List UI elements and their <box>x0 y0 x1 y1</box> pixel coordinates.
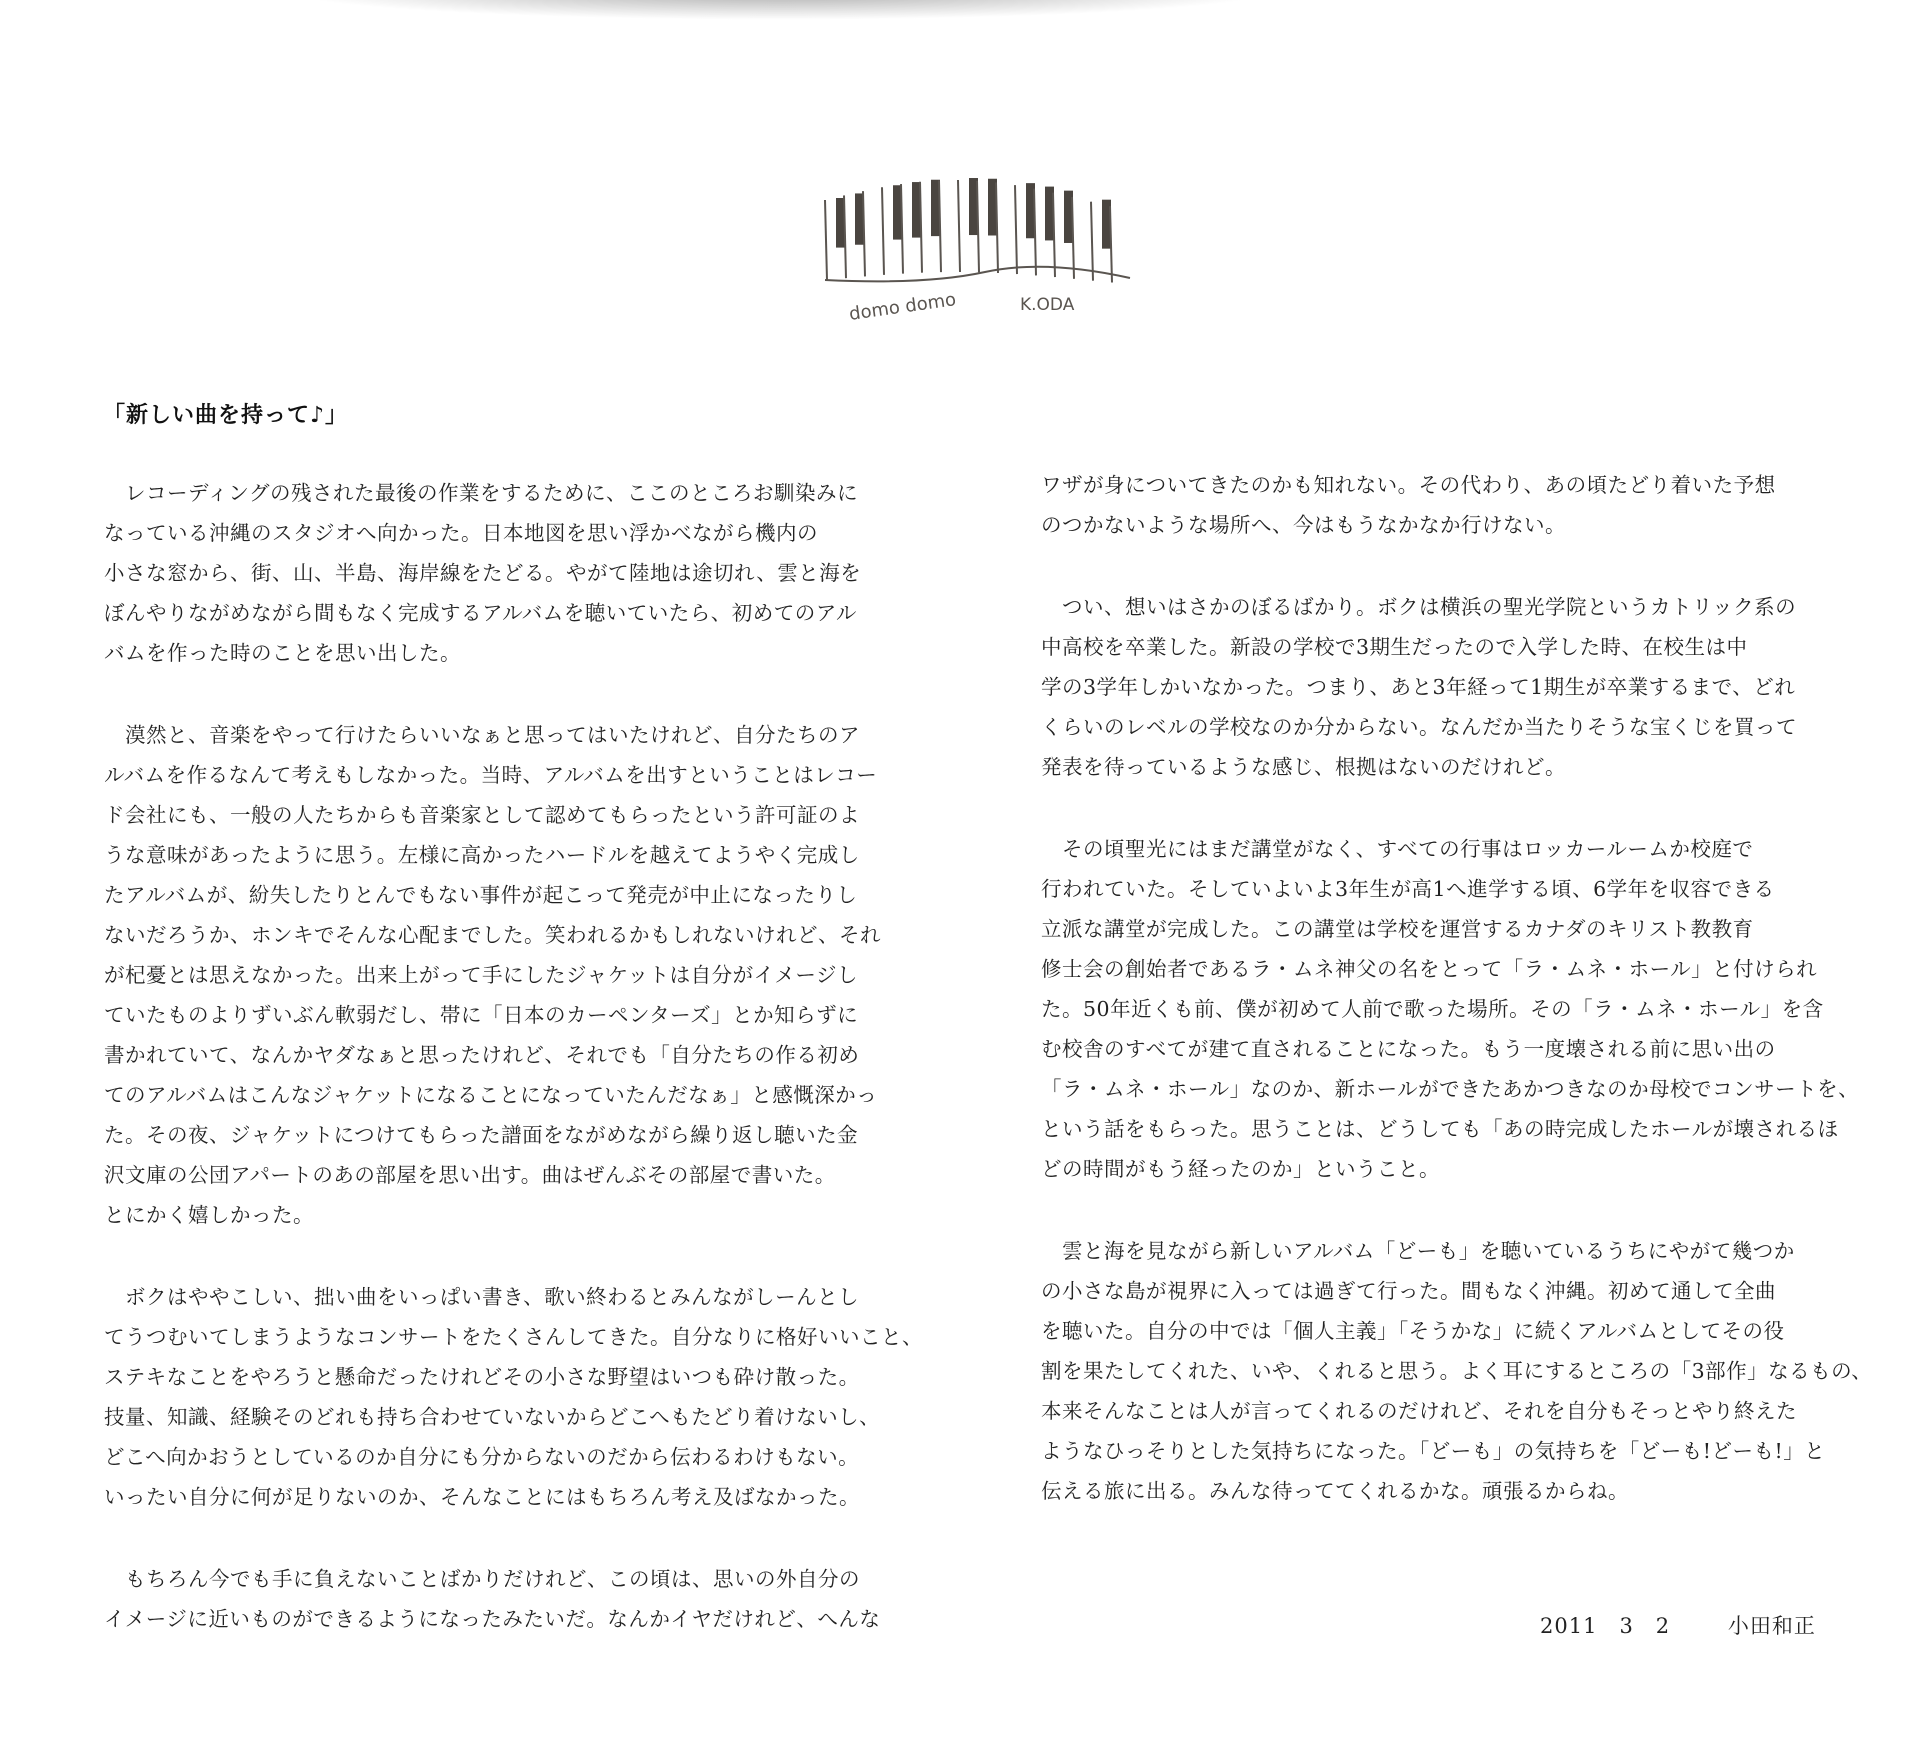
piano-key-outline <box>958 180 960 272</box>
text-line: もちろん今でも手に負えないことばかりだけれど、この頃は、思いの外自分の <box>104 1567 860 1591</box>
paragraph <box>104 1559 882 1639</box>
text-line: ボクはややこしい、拙い曲をいっぱい書き、歌い終わるとみんながしーんとし <box>104 1285 860 1309</box>
paragraph <box>104 473 882 673</box>
text-line: 小さな窓から、街、山、半島、海岸線をたどる。やがて陸地は途切れ、雲と海を <box>104 561 862 585</box>
page-binding-shadow <box>280 0 1280 20</box>
text-line: てうつむいてしまうようなコンサートをたくさんしてきた。自分なりに格好いいこと、 <box>104 1325 923 1349</box>
piano-key-outline <box>825 200 827 280</box>
text-line: どこへ向かおうとしているのか自分にも分からないのだから伝わるわけもない。 <box>104 1445 860 1469</box>
text-line: たアルバムが、紛失したりとんでもない事件が起こって発売が中止になったりし <box>104 883 858 907</box>
signature-date: 2011 3 2 <box>1540 1614 1671 1638</box>
text-line: た。50年近くも前、僕が初めて人前で歌った場所。その「ラ・ムネ・ホール」を含 <box>1041 997 1824 1021</box>
text-line: ステキなことをやろうと懸命だったけれどその小さな野望はいつも砕け散った。 <box>104 1365 860 1389</box>
text-line: む校舎のすべてが建て直されることになった。もう一度壊される前に思い出の <box>1041 1037 1776 1061</box>
article-heading: 「新しい曲を持って♪」 <box>103 403 349 428</box>
right-text-column <box>1041 465 1873 1553</box>
text-line: 修士会の創始者であるラ・ムネ神父の名をとって「ラ・ムネ・ホール」と付けられ <box>1041 957 1818 981</box>
text-line: 発表を待っているような感じ、根拠はないのだけれど。 <box>1041 755 1566 779</box>
text-line: の小さな島が視界に入っては過ぎて行った。間もなく沖縄。初めて通して全曲 <box>1041 1279 1776 1303</box>
text-line: 書かれていて、なんかヤダなぁと思ったけれど、それでも「自分たちの作る初め <box>104 1043 860 1067</box>
piano-keys-logo-icon <box>805 160 1155 330</box>
text-line: 本来そんなことは人が言ってくれるのだけれど、それを自分もそっとやり終えた <box>1041 1399 1797 1423</box>
text-line: 行われていた。そしていよいよ3年生が高1へ進学する頃、6学年を収容できる <box>1041 877 1775 901</box>
text-line: を聴いた。自分の中では「個人主義」「そうかな」に続くアルバムとしてその役 <box>1041 1319 1785 1343</box>
piano-key-outline <box>1072 197 1074 279</box>
text-line: いったい自分に何が足りないのか、そんなことにはもちろん考え及ばなかった。 <box>104 1485 860 1509</box>
text-line: 中高校を卒業した。新設の学校で3期生だったので入学した時、在校生は中 <box>1041 635 1748 659</box>
text-line: 伝える旅に出る。みんな待っててくれるかな。頑張るからね。 <box>1041 1479 1629 1503</box>
text-line: なっている沖縄のスタジオへ向かった。日本地図を思い浮かべながら機内の <box>104 521 818 545</box>
text-line: くらいのレベルの学校なのか分からない。なんだか当たりそうな宝くじを買って <box>1041 715 1797 739</box>
text-line: 沢文庫の公団アパートのあの部屋を思い出す。曲はぜんぶその部屋で書いた。 <box>104 1163 836 1187</box>
text-line: 立派な講堂が完成した。この講堂は学校を運営するカナダのキリスト教教育 <box>1041 917 1754 941</box>
text-line: のつかないような場所へ、今はもうなかなか行けない。 <box>1041 513 1566 537</box>
text-line: ルバムを作るなんて考えもしなかった。当時、アルバムを出すということはレコー <box>104 763 878 787</box>
text-line: 雲と海を見ながら新しいアルバム「どーも」を聴いているうちにやがて幾つか <box>1041 1239 1795 1263</box>
piano-key-outline <box>977 181 979 273</box>
text-line: 技量、知識、経験そのどれも持ち合わせていないからどこへもたどり着けないし、 <box>104 1405 881 1429</box>
logo-handwriting-right: K.ODA <box>1020 295 1075 315</box>
text-line: ていたものよりずいぶん軟弱だし、帯に「日本のカーペンターズ」とか知らずに <box>104 1003 859 1027</box>
text-line: ワザが身についてきたのかも知れない。その代わり、あの頃たどり着いた予想 <box>1041 473 1776 497</box>
logo-handwriting-left: domo domo <box>847 289 958 325</box>
paragraph <box>104 1277 923 1517</box>
text-line: 漠然と、音楽をやって行けたらいいなぁと思ってはいたけれど、自分たちのア <box>104 723 860 747</box>
text-line: つい、想いはさかのぼるばかり。ボクは横浜の聖光学院というカトリック系の <box>1041 595 1797 619</box>
piano-key-outline <box>1110 206 1112 282</box>
text-line: てのアルバムはこんなジャケットになることになっていたんだなぁ」と感慨深かっ <box>104 1083 878 1107</box>
piano-key-outline <box>1015 185 1017 274</box>
piano-key-outline <box>882 187 884 275</box>
text-line: その頃聖光にはまだ講堂がなく、すべての行事はロッカールームか校庭で <box>1041 837 1754 861</box>
text-line: ぼんやりながめながら間もなく完成するアルバムを聴いていたら、初めてのアル <box>104 601 857 625</box>
text-line: 学の3学年しかいなかった。つまり、あと3年経って1期生が卒業するまで、どれ <box>1041 675 1796 699</box>
left-text-column <box>104 473 923 1681</box>
paragraph <box>1041 465 1819 545</box>
text-line: 「ラ・ムネ・ホール」なのか、新ホールができたあかつきなのか母校でコンサートを、 <box>1041 1077 1860 1101</box>
piano-base-line <box>825 267 1130 282</box>
piano-key-outline <box>1034 189 1036 276</box>
text-line: とにかく嬉しかった。 <box>104 1203 314 1227</box>
text-line: という話をもらった。思うことは、どうしても「あの時完成したホールが壊されるほ <box>1041 1117 1839 1141</box>
text-line: レコーディングの残された最後の作業をするために、ここのところお馴染みに <box>104 481 858 505</box>
piano-key-outline <box>1053 193 1055 277</box>
piano-key-outline <box>863 191 865 276</box>
piano-key-outline <box>901 184 903 274</box>
paragraph <box>1041 587 1819 787</box>
piano-key-outline <box>939 180 941 272</box>
signature-author: 小田和正 <box>1727 1614 1816 1638</box>
text-line: が杞憂とは思えなかった。出来上がって手にしたジャケットは自分がイメージし <box>104 963 858 987</box>
paragraph <box>1041 1231 1873 1511</box>
text-line: バムを作った時のことを思い出した。 <box>104 641 461 665</box>
text-line: た。その夜、ジャケットにつけてもらった譜面をながめながら繰り返し聴いた金 <box>104 1123 859 1147</box>
paragraph <box>1041 829 1860 1189</box>
piano-key-outline <box>1091 202 1093 281</box>
text-line: うな意味があったように思う。左様に高かったハードルを越えてようやく完成し <box>104 843 860 867</box>
piano-key-outline <box>844 195 846 278</box>
text-line: ド会社にも、一般の人たちからも音楽家として認めてもらったという許可証のよ <box>104 803 860 827</box>
piano-key-outline <box>996 182 998 273</box>
piano-key-outline <box>920 182 922 273</box>
text-line: どの時間がもう経ったのか」ということ。 <box>1041 1157 1440 1181</box>
paragraph <box>104 715 882 1235</box>
signature <box>1540 1610 1816 1640</box>
text-line: ようなひっそりとした気持ちになった。「どーも」の気持ちを「どーも!どーも!」と <box>1041 1439 1826 1463</box>
text-line: ないだろうか、ホンキでそんな心配までした。笑われるかもしれないけれど、それ <box>104 923 881 947</box>
text-line: 割を果たしてくれた、いや、くれると思う。よく耳にするところの「3部作」なるもの、 <box>1041 1359 1873 1383</box>
text-line: イメージに近いものができるようになったみたいだ。なんかイヤだけれど、へんな <box>104 1607 881 1631</box>
